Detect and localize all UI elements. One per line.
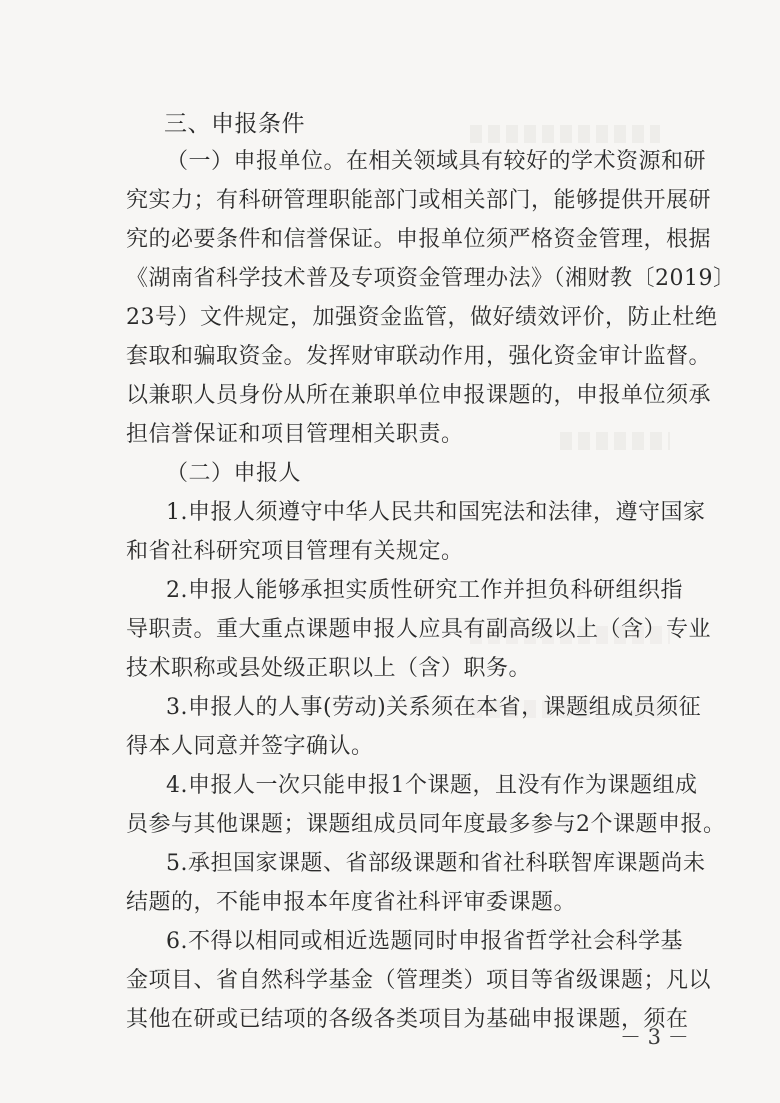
paragraph-line: 2.申报人能够承担实质性研究工作并担负科研组织指 <box>166 578 683 603</box>
paragraph-line: 技术职称或县处级正职以上（含）职务。 <box>126 656 532 681</box>
section-title: 三、申报条件 <box>164 111 305 137</box>
paragraph-line: 3.申报人的人事(劳动)关系须在本省，课题组成员须征 <box>166 695 702 720</box>
paragraph-line: （一）申报单位。在相关领域具有较好的学术资源和研 <box>166 149 707 174</box>
paragraph-line: 和省社科研究项目管理有关规定。 <box>126 539 464 564</box>
paragraph-line: 究实力；有科研管理职能部门或相关部门，能够提供开展研 <box>126 188 712 213</box>
paragraph-line: 担信誉保证和项目管理相关职责。 <box>126 422 464 447</box>
paragraph-line: 其他在研或已结项的各级各类项目为基础申报课题，须在 <box>126 1007 689 1032</box>
paragraph-line: 5.承担国家课题、省部级课题和省社科联智库课题尚未 <box>166 851 706 876</box>
page-number: － 3 － <box>620 1025 689 1049</box>
paragraph-line: 导职责。重大重点课题申报人应具有副高级以上（含）专业 <box>126 617 712 642</box>
paragraph-line: 金项目、省自然科学基金（管理类）项目等省级课题；凡以 <box>126 968 712 993</box>
paragraph-line: 23号）文件规定，加强资金监管，做好绩效评价，防止杜绝 <box>126 305 718 330</box>
paragraph-line: 6.不得以相同或相近选题同时申报省哲学社会科学基 <box>166 929 683 954</box>
paragraph-line: 以兼职人员身份从所在兼职单位申报课题的，申报单位须承 <box>126 383 712 408</box>
paragraph-line: 4.申报人一次只能申报1个课题，且没有作为课题组成 <box>166 773 698 798</box>
paragraph-line: 得本人同意并签字确认。 <box>126 734 374 759</box>
subsection-title: （二）申报人 <box>166 461 302 486</box>
paragraph-line: 《湖南省科学技术普及专项资金管理办法》（湘财教〔2019〕 <box>126 266 736 291</box>
paragraph-line: 员参与其他课题；课题组成员同年度最多参与2个课题申报。 <box>126 812 726 837</box>
paragraph-line: 1.申报人须遵守中华人民共和国宪法和法律，遵守国家 <box>166 500 706 525</box>
paragraph-line: 套取和骗取资金。发挥财审联动作用，强化资金审计监督。 <box>126 344 712 369</box>
paragraph-line: 结题的，不能申报本年度省社科评审委课题。 <box>126 890 577 915</box>
paragraph-line: 究的必要条件和信誉保证。申报单位须严格资金管理，根据 <box>126 227 712 252</box>
